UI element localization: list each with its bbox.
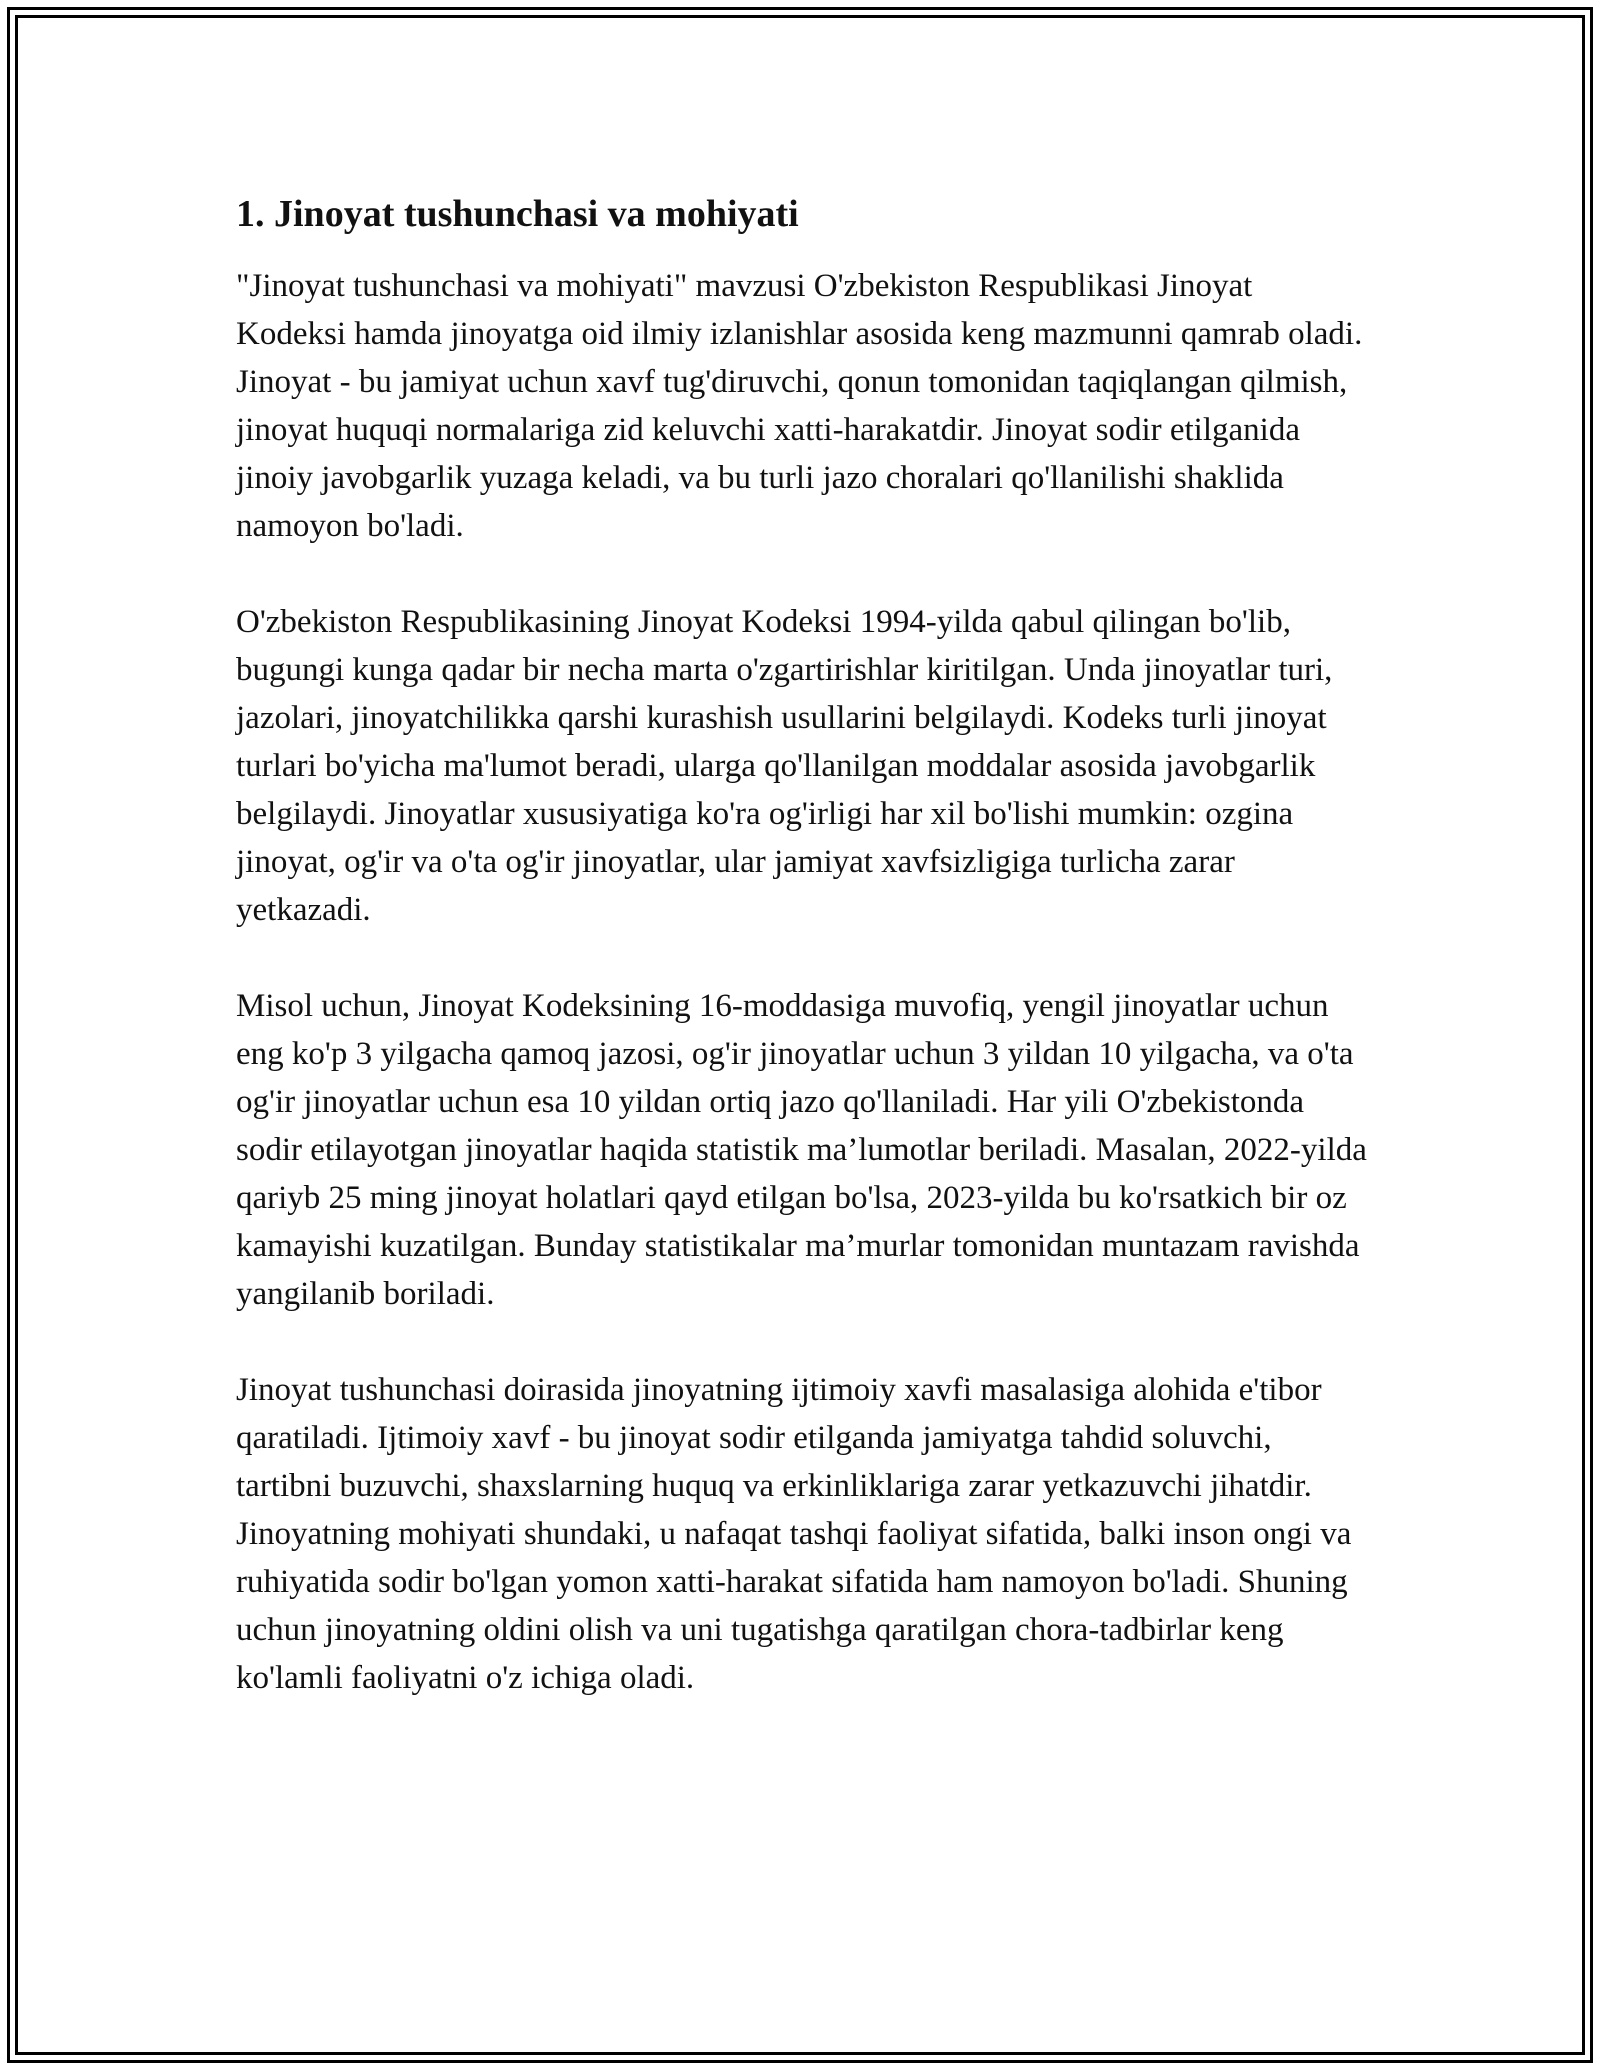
section-heading: 1. Jinoyat tushunchasi va mohiyati [236, 193, 799, 235]
document-body [236, 188, 1370, 1750]
paragraph-1: "Jinoyat tushunchasi va mohiyati" mavzusi O'zbekiston Respublikasi Jinoyat Kodeksi hamda jinoyatga oid ilmiy izlanishlar asosida keng mazmunni qamrab oladi. Jinoyat - bu jamiyat uchun xavf tug'diruvchi, qonun tomonidan taqiqlangan qilmish, jinoyat huquqi normalariga zid keluvchi xatti-harakatdir. Jinoyat sodir etilganida jinoiy javobgarlik yuzaga keladi, va bu turli jazo choralari qo'llanilishi shaklida namoyon bo'ladi. [236, 268, 1363, 544]
paragraph-2: O'zbekiston Respublikasining Jinoyat Kodeksi 1994-yilda qabul qilingan bo'lib, bugungi kunga qadar bir necha marta o'zgartirishlar kiritilgan. Unda jinoyatlar turi, jazolari, jinoyatchilikka qarshi kurashish usullarini belgilaydi. Kodeks turli jinoyat turlari bo'yicha ma'lumot beradi, ularga qo'llanilgan moddalar asosida javobgarlik belgilaydi. Jinoyatlar xususiyatiga ko'ra og'irligi har xil bo'lishi mumkin: ozgina jinoyat, og'ir va o'ta og'ir jinoyatlar, ular jamiyat xavfsizligiga turlicha zarar yetkazadi. [236, 604, 1333, 928]
paragraph-4: Jinoyat tushunchasi doirasida jinoyatning ijtimoiy xavfi masalasiga alohida e'tibor qaratiladi. Ijtimoiy xavf - bu jinoyat sodir etilganda jamiyatga tahdid soluvchi, tartibni buzuvchi, shaxslarning huquq va erkinliklariga zarar yetkazuvchi jihatdir. Jinoyatning mohiyati shundaki, u nafaqat tashqi faoliyat sifatida, balki inson ongi va ruhiyatida sodir bo'lgan yomon xatti-harakat sifatida ham namoyon bo'ladi. Shuning uchun jinoyatning oldini olish va uni tugatishga qaratilgan chora-tadbirlar keng ko'lamli faoliyatni o'z ichiga oladi. [236, 1372, 1352, 1696]
paragraph-3: Misol uchun, Jinoyat Kodeksining 16-moddasiga muvofiq, yengil jinoyatlar uchun eng ko'p 3 yilgacha qamoq jazosi, og'ir jinoyatlar uchun 3 yildan 10 yilgacha, va o'ta og'ir jinoyatlar uchun esa 10 yildan ortiq jazo qo'llaniladi. Har yili O'zbekistonda sodir etilayotgan jinoyatlar haqida statistik ma’lumotlar beriladi. Masalan, 2022-yilda qariyb 25 ming jinoyat holatlari qayd etilgan bo'lsa, 2023-yilda bu ko'rsatkich bir oz kamayishi kuzatilgan. Bunday statistikalar ma’murlar tomonidan muntazam ravishda yangilanib boriladi. [236, 988, 1367, 1312]
